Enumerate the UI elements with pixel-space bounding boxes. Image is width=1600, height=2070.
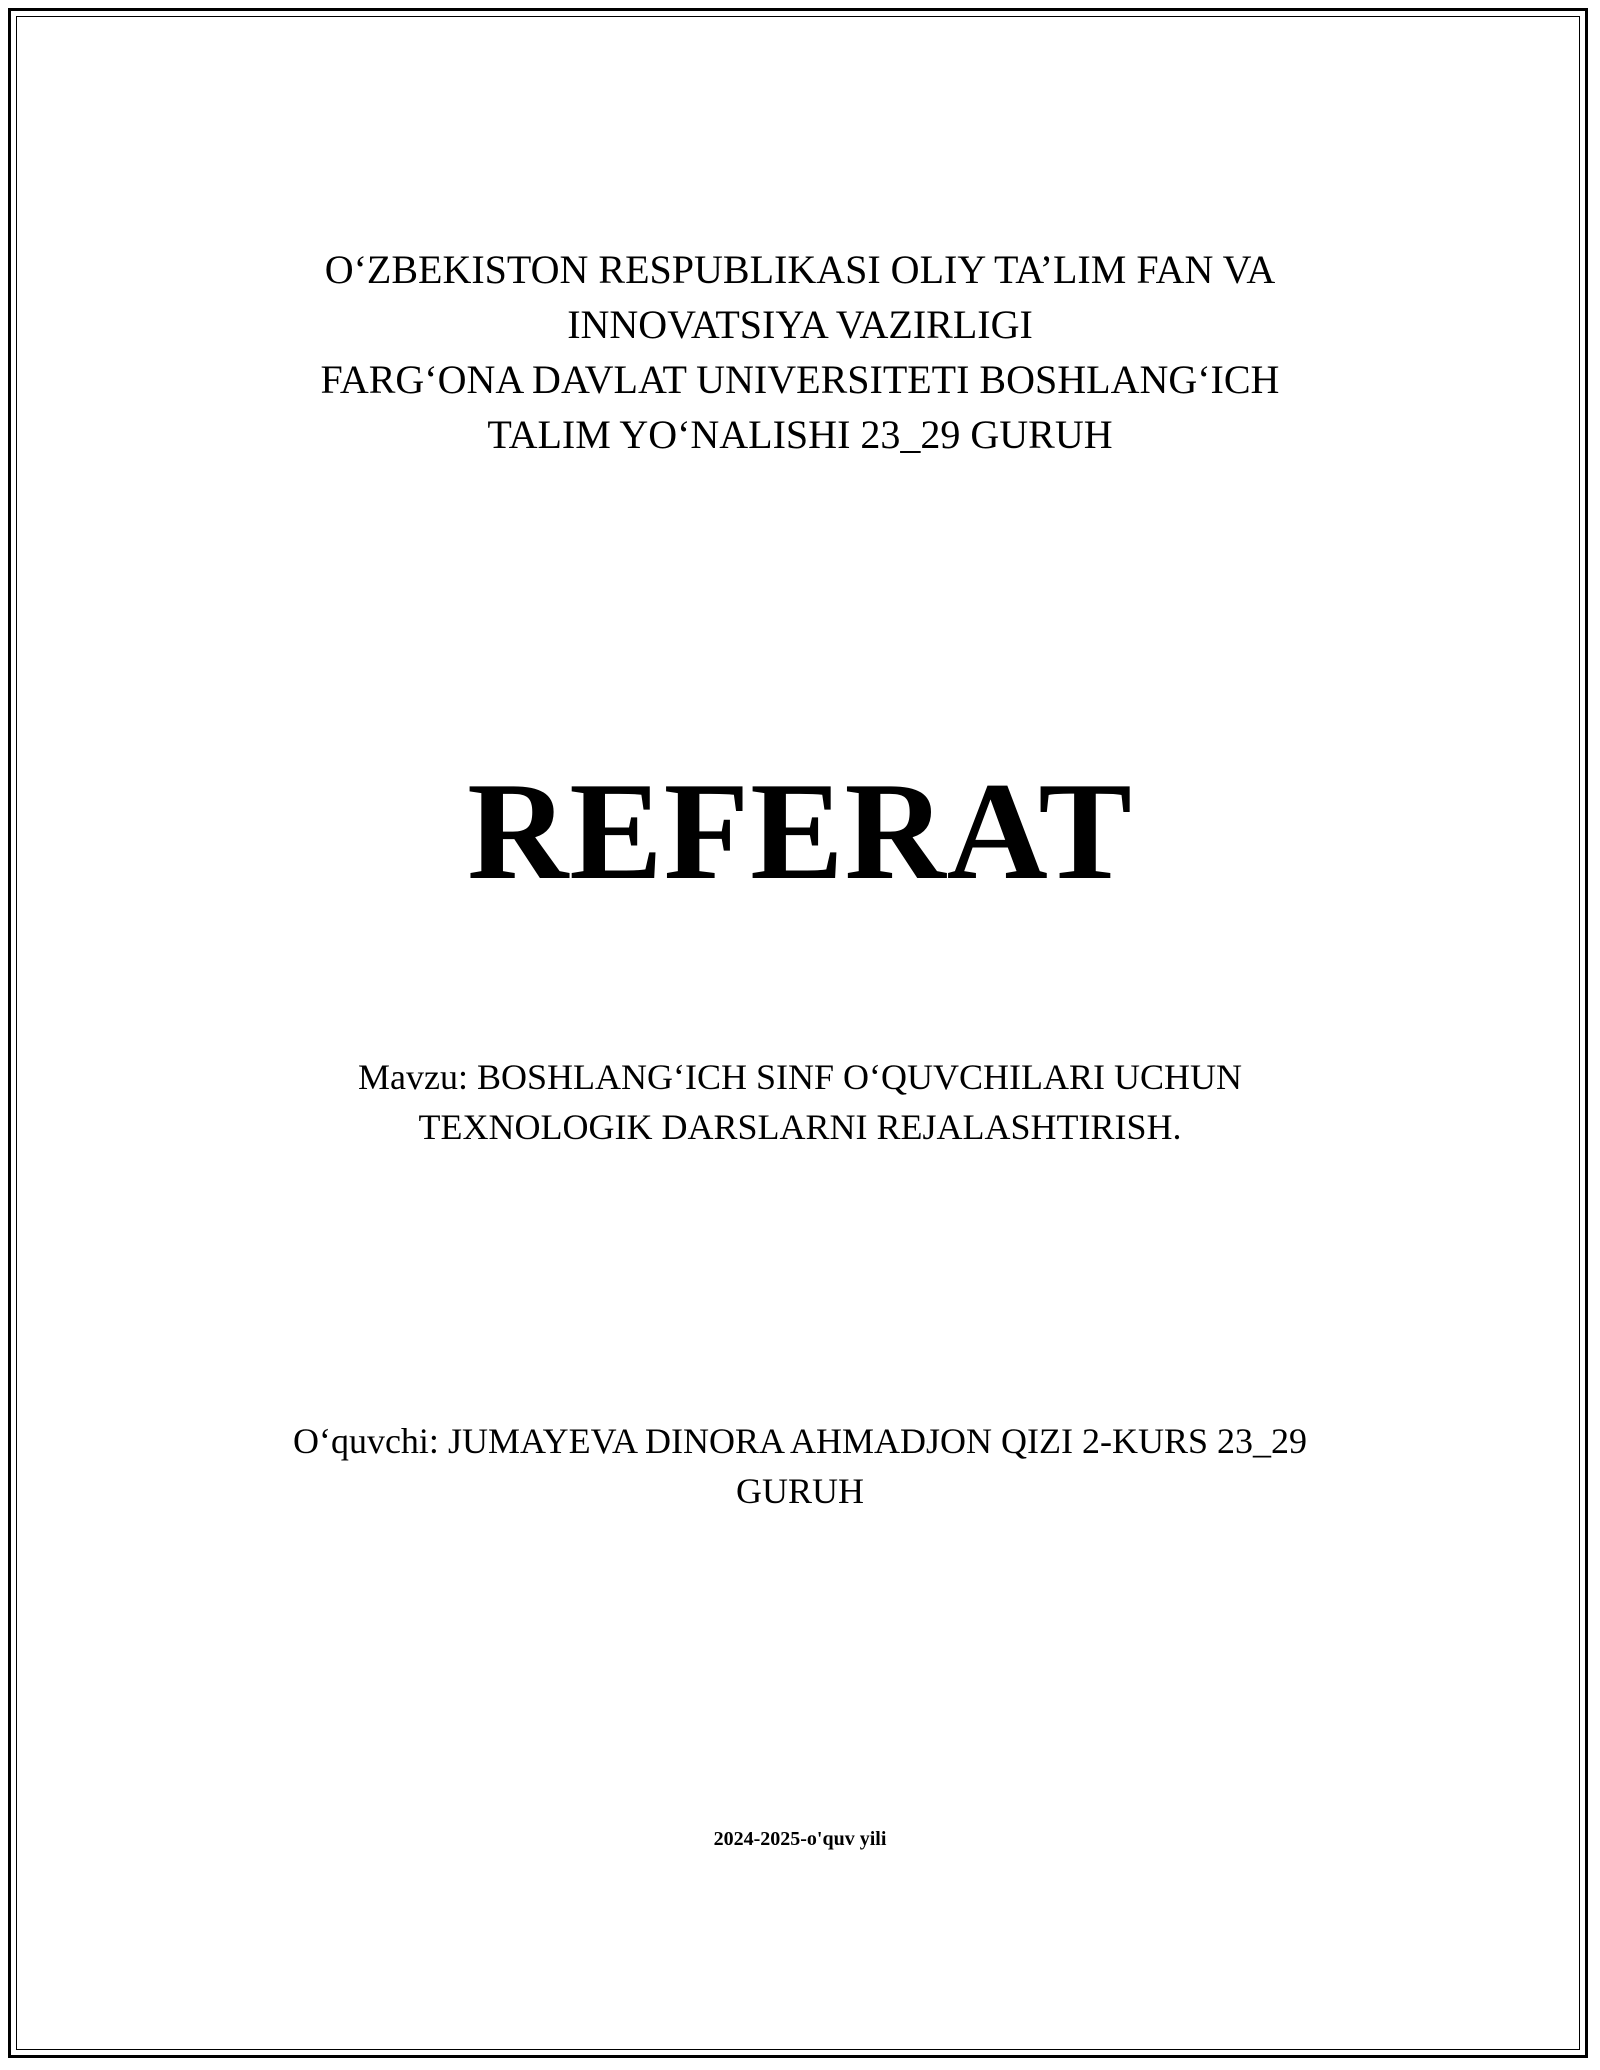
student-block [0,1416,1600,1516]
topic-line: Mavzu: BOSHLANG‘ICH SINF O‘QUVCHILARI UCHUN [358,1057,1242,1097]
header-line: O‘ZBEKISTON RESPUBLIKASI OLIY TA’LIM FAN VA [324,247,1276,292]
header-line: FARG‘ONA DAVLAT UNIVERSITETI BOSHLANG‘ICH [320,357,1280,402]
topic-line: TEXNOLOGIK DARSLARNI REJALASHTIRISH. [418,1107,1182,1147]
student-line: O‘quvchi: JUMAYEVA DINORA AHMADJON QIZI 2-KURS 23_29 [292,1421,1308,1461]
student-line: GURUH [735,1471,864,1511]
document-title: REFERAT [467,754,1133,909]
topic-block [0,1052,1600,1152]
header-line: INNOVATSIYA VAZIRLIGI [567,302,1033,347]
ministry-header [0,242,1600,462]
header-line: TALIM YO‘NALISHI 23_29 GURUH [487,412,1113,457]
academic-year: 2024-2025-o'quv yili [713,1828,887,1850]
